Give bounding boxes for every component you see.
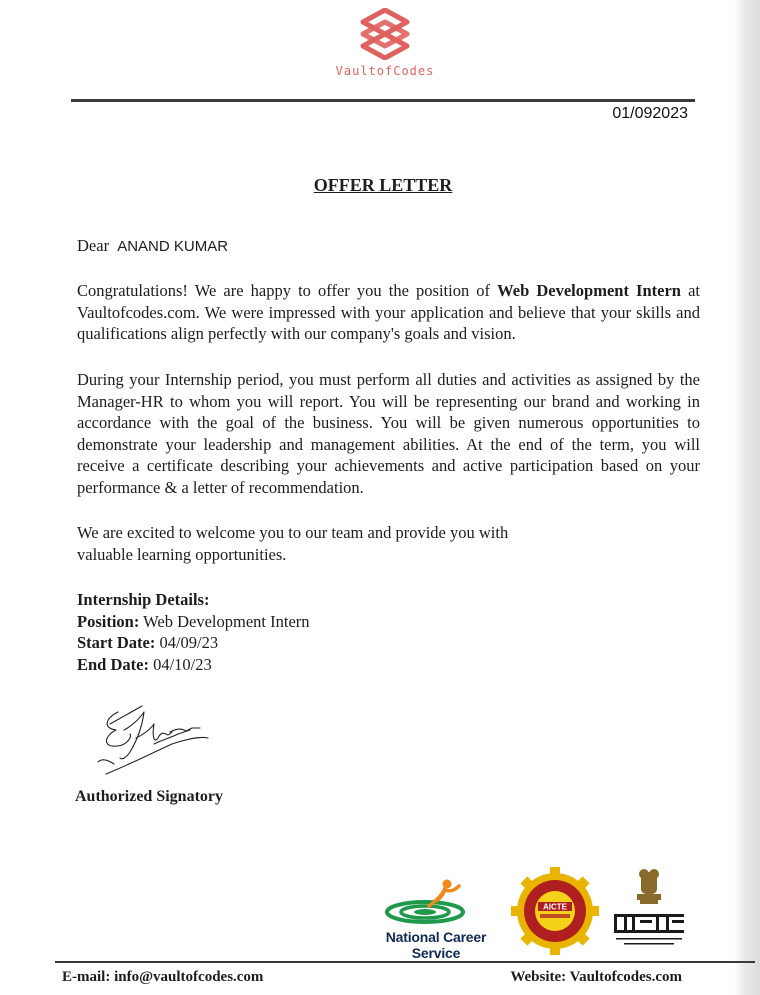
internship-details — [77, 589, 310, 675]
paragraph-welcome: We are excited to welcome you to our team and provide you with valuable learning opportunities. — [77, 523, 509, 564]
footer-website[interactable]: Website: Vaultofcodes.com — [510, 969, 682, 985]
footer-email[interactable]: E-mail: info@vaultofcodes.com — [62, 969, 264, 985]
end-date-label: End Date: — [77, 654, 149, 674]
paragraph-duties: During your Internship period, you must perform all duties and activities as assigned by the Manager-HR to whom you will report. You will be representing our brand and working in accordance with the goal of the business. You will be given numerous opportunities to demonstrate your leadership and management abilities. At the end of the term, you will receive a certificate describing your achievements and active participation based on your performance & a letter of recommendation. — [77, 370, 700, 497]
handwritten-signature — [96, 704, 214, 780]
p1-role: Web Development Intern — [497, 281, 681, 300]
start-date-label: Start Date: — [77, 633, 156, 653]
details-heading: Internship Details: — [77, 590, 210, 609]
aicte-logo — [510, 866, 600, 956]
letter-date: 01/092023 — [612, 105, 688, 122]
aicte-logo-text: AICTE — [543, 902, 567, 912]
start-date-value: 04/09/23 — [159, 633, 219, 653]
salutation — [77, 236, 228, 256]
p1-start: Congratulations! We are happy to offer you the position of — [77, 281, 498, 300]
header-divider — [71, 99, 695, 102]
end-date-value: 04/10/23 — [153, 654, 212, 674]
letter-title: OFFER LETTER — [313, 175, 453, 195]
salutation-word: Dear — [77, 236, 110, 255]
authorized-signatory: Authorized Signatory — [75, 788, 223, 805]
vaultofcodes-logo — [357, 8, 413, 60]
footer-divider — [55, 961, 755, 963]
ncs-logo-text: National Career Service — [385, 929, 487, 961]
paragraph-congratulations — [77, 280, 700, 345]
brand-name: VaultofCodes — [335, 64, 435, 78]
page-edge-shadow — [734, 0, 760, 995]
position-label: Position: — [77, 611, 140, 631]
p1-end: at Vaultofcodes.com. We were impressed with your application and believe that your skills and qualifications align perfectly with our company's goals and vision. — [77, 281, 700, 344]
recipient-name: ANAND KUMAR — [117, 238, 229, 255]
position-value: Web Development Intern — [143, 611, 310, 631]
msme-logo — [610, 868, 688, 950]
